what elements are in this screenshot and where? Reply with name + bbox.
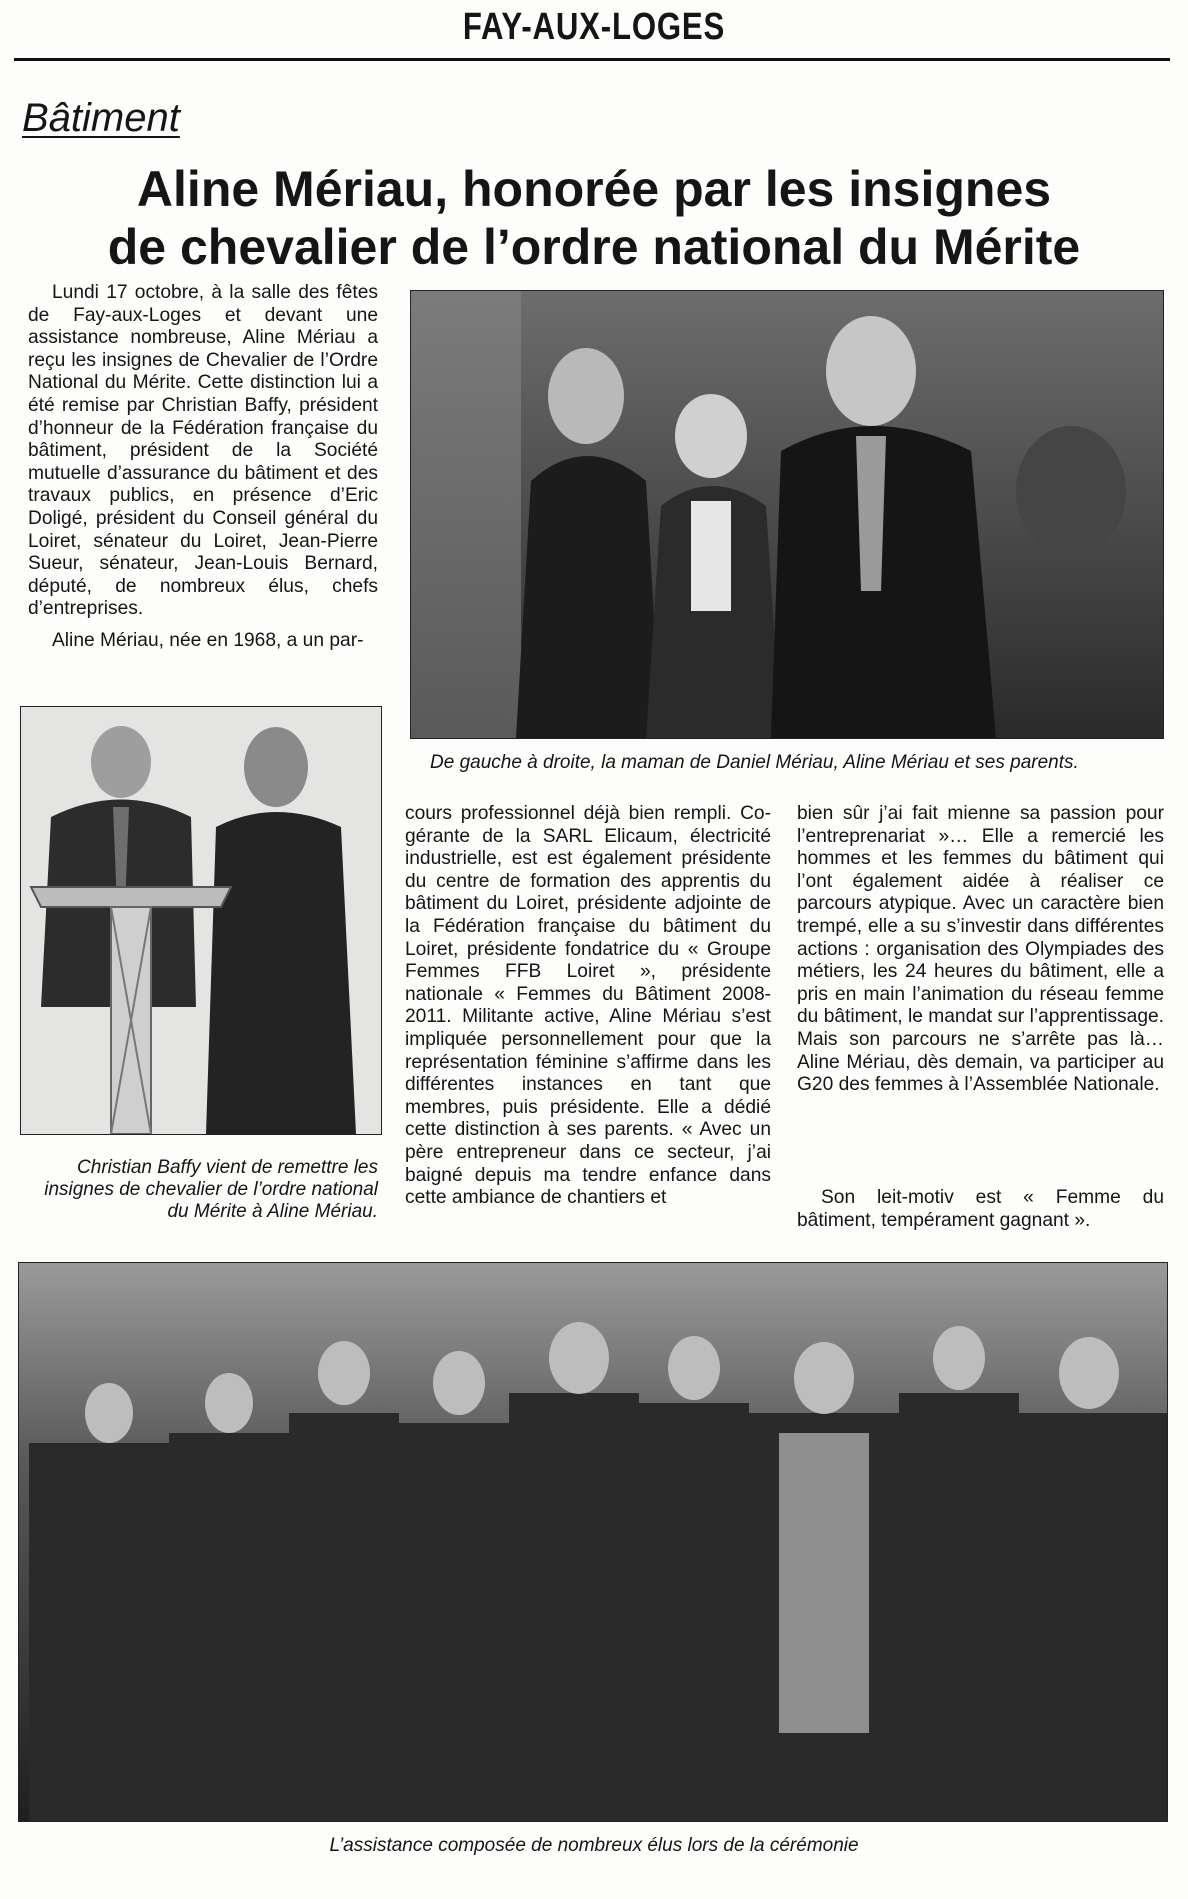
paragraph-4: bien sûr j’ai fait mienne sa passion pour l’entreprenariat »… Elle a remercié les hommes et les femmes du bâtiment qui l’ont également aidée à réaliser ce parcours atypique. Avec un caractère bien trempé, elle a su s’investir dans différentes actions : organisation des Olympiades des métiers, les 24 heures du bâtiment, elle a pris en main l’animation du réseau femme du bâtiment, le mandat sur l’apprentissage. Mais son parcours ne s’arrête pas là… Aline Mériau, dès demain, va participer au G20 des femmes à l’Assemblée Nationale. — [797, 803, 1164, 1096]
article-column-right — [797, 803, 1164, 1097]
photo-family — [410, 290, 1164, 739]
article-column-middle — [405, 803, 771, 1210]
paragraph-3: cours professionnel déjà bien rempli. Co-gérante de la SARL Elicaum, électricité industrielle, est est également présidente du centre de formation des apprentis du bâtiment du Loiret, présidente adjointe de la Fédération française du bâtiment du Loiret, présidente fondatrice du « Groupe Femmes FFB Loiret », présidente nationale « Femmes du Bâtiment 2008-2011. Militante active, Aline Mériau s’est impliquée personnellement pour que la représentation féminine s’affirme dans les différentes instances en tant que membres, puis présidente. Elle a dédié cette distinction à ses parents. « Avec un père entrepreneur dans ce secteur, j’ai baigné depuis ma tendre enfance dans cette ambiance de chantiers et — [405, 803, 771, 1209]
town-heading: FAY-AUX-LOGES — [462, 6, 726, 48]
header-rule — [14, 58, 1170, 61]
article-conclusion — [797, 1187, 1164, 1232]
article-para-2 — [28, 630, 378, 653]
article-headline — [14, 160, 1174, 276]
caption-photo-family: De gauche à droite, la maman de Daniel Mériau, Aline Mériau et ses parents. — [430, 752, 1079, 773]
caption-photo-audience: L’assistance composée de nombreux élus lors de la cérémonie — [329, 1835, 859, 1856]
paragraph-5: Son leit-motiv est « Femme du bâtiment, tempérament gagnant ». — [797, 1187, 1164, 1231]
paragraph-2: Aline Mériau, née en 1968, a un par- — [52, 630, 364, 651]
photo-audience-image — [19, 1263, 1167, 1821]
photo-podium-image — [21, 707, 381, 1134]
headline-line-2: de chevalier de l’ordre national du Mérite — [107, 219, 1081, 275]
photo-family-image — [411, 291, 1163, 738]
caption-photo-podium: Christian Baffy vient de remettre les insignes de chevalier de l’ordre national du Mérite à Aline Mériau. — [44, 1157, 378, 1222]
photo-podium — [20, 706, 382, 1135]
article-intro — [28, 282, 378, 621]
headline-line-1: Aline Mériau, honorée par les insignes — [136, 161, 1052, 217]
section-rubric: Bâtiment — [22, 96, 180, 140]
photo-audience — [18, 1262, 1168, 1822]
paragraph-1: Lundi 17 octobre, à la salle des fêtes de Fay-aux-Loges et devant une assistance nombreuse, Aline Mériau a reçu les insignes de Chevalier de l’Ordre National du Mérite. Cette distinction lui a été remise par Christian Baffy, président d’honneur de la Fédération française du bâtiment, président de la Société mutuelle d’assurance du bâtiment et des travaux publics, en présence d’Eric Doligé, président du Conseil général du Loiret, sénateur du Loiret, Jean-Pierre Sueur, sénateur, Jean-Louis Bernard, député, de nombreux élus, chefs d’entreprises. — [28, 282, 378, 620]
